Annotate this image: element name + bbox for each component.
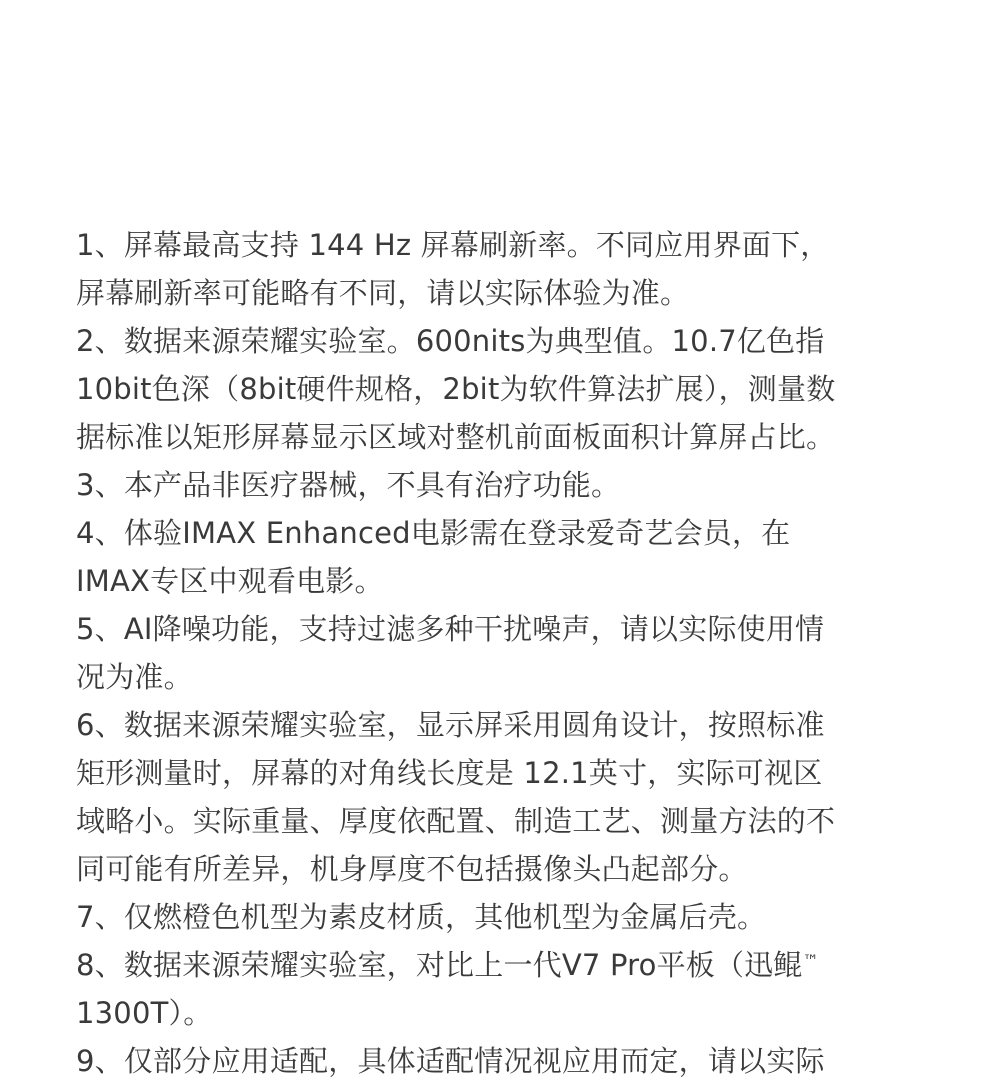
- trademark-symbol: ™: [802, 951, 819, 970]
- note-line: 10bit色深（8bit硬件规格，2bit为软件算法扩展），测量数: [76, 372, 836, 406]
- note-line: IMAX专区中观看电影。: [76, 564, 384, 598]
- note-line: 矩形测量时，屏幕的对角线长度是 12.1英寸，实际可视区: [76, 756, 823, 790]
- note-line: 3、本产品非医疗器械，不具有治疗功能。: [76, 468, 621, 502]
- note-line: 1、屏幕最高支持 144 Hz 屏幕刷新率。不同应用界面下，: [76, 228, 830, 262]
- note-line: 据标准以矩形屏幕显示区域对整机前面板面积计算屏占比。: [76, 420, 836, 454]
- note-line: 5、AI降噪功能，支持过滤多种干扰噪声，请以实际使用情: [76, 612, 825, 646]
- note-line: 2、数据来源荣耀实验室。600nits为典型值。10.7亿色指: [76, 324, 825, 358]
- note-line: 6、数据来源荣耀实验室，显示屏采用圆角设计，按照标准: [76, 708, 825, 742]
- note-line: 屏幕刷新率可能略有不同，请以实际体验为准。: [76, 276, 690, 310]
- note-line-with-trademark: [76, 941, 916, 989]
- note-line: 4、体验IMAX Enhanced电影需在登录爱奇艺会员，在: [76, 516, 791, 550]
- note-line: 7、仅燃橙色机型为素皮材质，其他机型为金属后壳。: [76, 900, 767, 934]
- note-line: 域略小。实际重量、厚度依配置、制造工艺、测量方法的不: [76, 804, 836, 838]
- note-line: 况为准。: [76, 660, 193, 694]
- note-line-partial: 9、仅部分应用适配，具体适配情况视应用而定，请以实际: [76, 1044, 825, 1078]
- note-line: 同可能有所差异，机身厚度不包括摄像头凸起部分。: [76, 852, 748, 886]
- note-text: 8、数据来源荣耀实验室，对比上一代V7 Pro平板（迅鲲: [76, 948, 803, 982]
- note-line: 1300T）。: [76, 996, 213, 1030]
- footnotes: [76, 221, 916, 1085]
